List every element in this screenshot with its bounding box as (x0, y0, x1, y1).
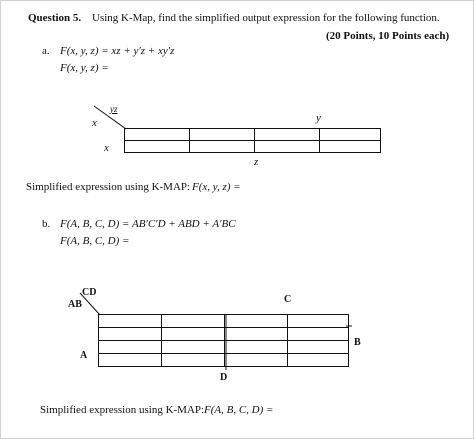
kmap-a-diagonal (94, 106, 126, 129)
part-a-label: a. (42, 45, 50, 57)
part-b-function: F(A, B, C, D) = AB′C′D + ABD + A′BC (60, 218, 236, 230)
kmap-b-col-label-bottom: D (220, 372, 228, 383)
part-b-simplified-prompt: Simplified expression using K-MAP: (40, 404, 205, 416)
kmap-b-col-label-top: C (284, 294, 292, 305)
kmap-a-col-label-top: y (316, 112, 321, 124)
kmap-a-row-label: x (104, 142, 109, 154)
kmap-b-row-label-left: A (80, 350, 88, 361)
part-a-simplified-prompt: Simplified expression using K-MAP: (26, 181, 191, 193)
kmap-b-corner-top: CD (82, 287, 97, 298)
part-b-label: b. (42, 218, 51, 230)
part-a-blank-line: F(x, y, z) = (60, 62, 109, 74)
kmap-b-row-label-right: B (354, 337, 361, 348)
question-points: (20 Points, 10 Points each) (326, 30, 450, 42)
kmap-a-corner-left: x (92, 117, 97, 129)
kmap-a-col-label-bottom: z (254, 156, 259, 168)
question-number: Question 5. (28, 12, 82, 24)
part-a-function: F(x, y, z) = xz + y′z + xy′z (60, 45, 175, 57)
kmap-a-corner-top: yz (110, 104, 118, 114)
kmap-b-corner-left: AB (68, 299, 82, 310)
kmap-b-diagonal (80, 293, 100, 315)
part-b-blank-line: F(A, B, C, D) = (60, 235, 130, 247)
part-a-simplified-func: F(x, y, z) = (192, 181, 241, 193)
part-b-simplified-func: F(A, B, C, D) = (204, 404, 274, 416)
question-text: Using K-Map, find the simplified output expression for the following function. (92, 12, 440, 24)
